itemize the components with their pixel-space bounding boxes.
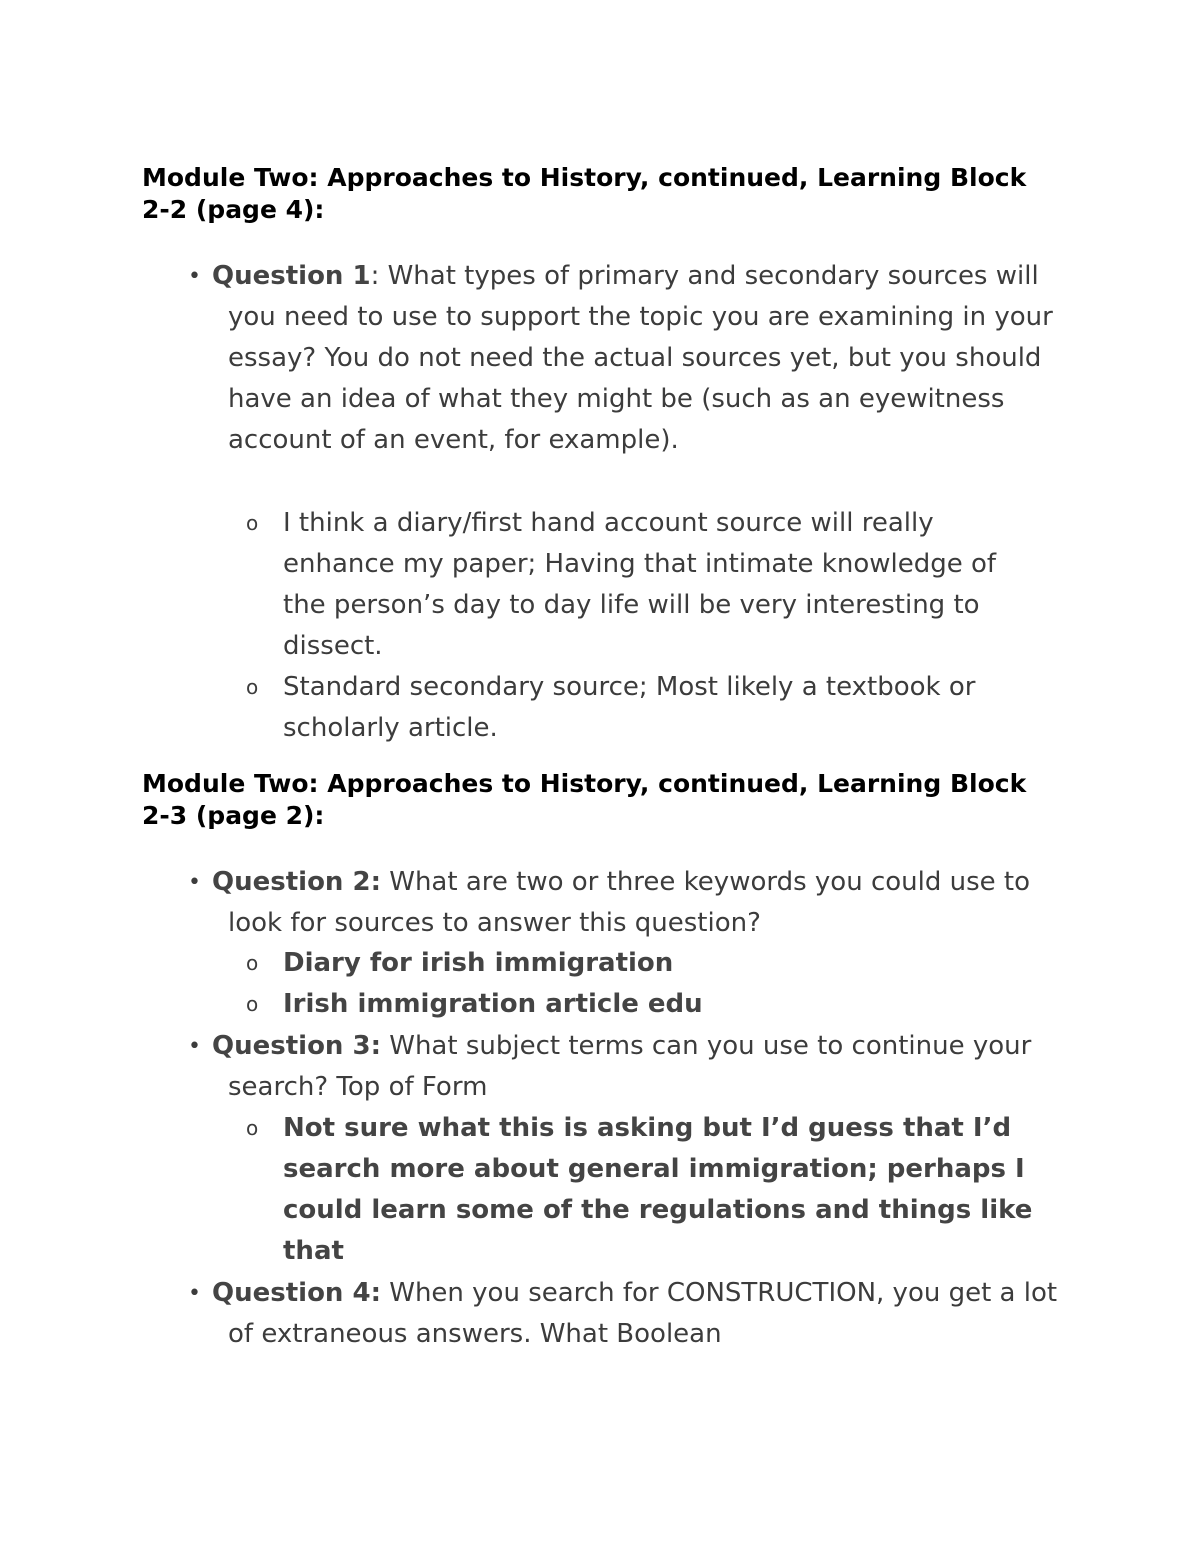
question-text: What subject terms can you use to continue your search? Top of Form bbox=[228, 1031, 1032, 1102]
answer-item bbox=[246, 984, 1046, 1025]
answer-item bbox=[246, 1108, 1046, 1272]
sub-bullet-icon: o bbox=[246, 992, 259, 1016]
question-label: Question 1 bbox=[212, 261, 371, 291]
answer-item bbox=[246, 943, 1046, 984]
bullet-icon: • bbox=[188, 264, 201, 289]
sub-bullet-icon: o bbox=[246, 951, 259, 975]
answer-text: Diary for irish immigration bbox=[283, 948, 674, 978]
question-text-block bbox=[188, 1273, 1058, 1355]
question-text: What are two or three keywords you could use to look for sources to answer this question? bbox=[228, 867, 1031, 938]
answer-text: Irish immigration article edu bbox=[283, 989, 703, 1019]
question-text-block bbox=[188, 1026, 1058, 1108]
question-item bbox=[188, 256, 1058, 461]
question-text-block bbox=[188, 256, 1058, 461]
section-heading: Module Two: Approaches to History, continued, Learning Block 2-2 (page 4): bbox=[142, 163, 1027, 224]
bullet-icon: • bbox=[188, 870, 201, 895]
sub-bullet-icon: o bbox=[246, 675, 259, 699]
bullet-icon: • bbox=[188, 1281, 201, 1306]
question-item bbox=[188, 1026, 1058, 1108]
answer-item bbox=[246, 667, 1046, 749]
sub-bullet-icon: o bbox=[246, 511, 259, 535]
answer-text: Standard secondary source; Most likely a textbook or scholarly article. bbox=[283, 672, 976, 743]
sub-bullet-icon: o bbox=[246, 1116, 259, 1140]
question-label: Question 2: bbox=[212, 867, 381, 897]
answer-text: I think a diary/first hand account source will really enhance my paper; Having that intimate knowledge of the person’s day to day life will be very interesting to dissect. bbox=[283, 508, 997, 661]
question-label: Question 4: bbox=[212, 1278, 381, 1308]
answer-text: Not sure what this is asking but I’d guess that I’d search more about general immigration; perhaps I could learn some of the regulations and things like that bbox=[283, 1113, 1033, 1266]
question-label: Question 3: bbox=[212, 1031, 381, 1061]
question-text: : What types of primary and secondary sources will you need to use to support the topic you are examining in your essay? You do not need the actual sources yet, but you should have an idea of what they might be (such as an eyewitness account of an event, for example). bbox=[228, 261, 1053, 455]
question-text-block bbox=[188, 862, 1058, 944]
question-item bbox=[188, 862, 1058, 944]
question-item bbox=[188, 1273, 1058, 1355]
question-text: When you search for CONSTRUCTION, you get a lot of extraneous answers. What Boolean bbox=[228, 1278, 1058, 1349]
answer-item bbox=[246, 503, 1046, 667]
section-heading: Module Two: Approaches to History, continued, Learning Block 2-3 (page 2): bbox=[142, 769, 1027, 830]
bullet-icon: • bbox=[188, 1034, 201, 1059]
